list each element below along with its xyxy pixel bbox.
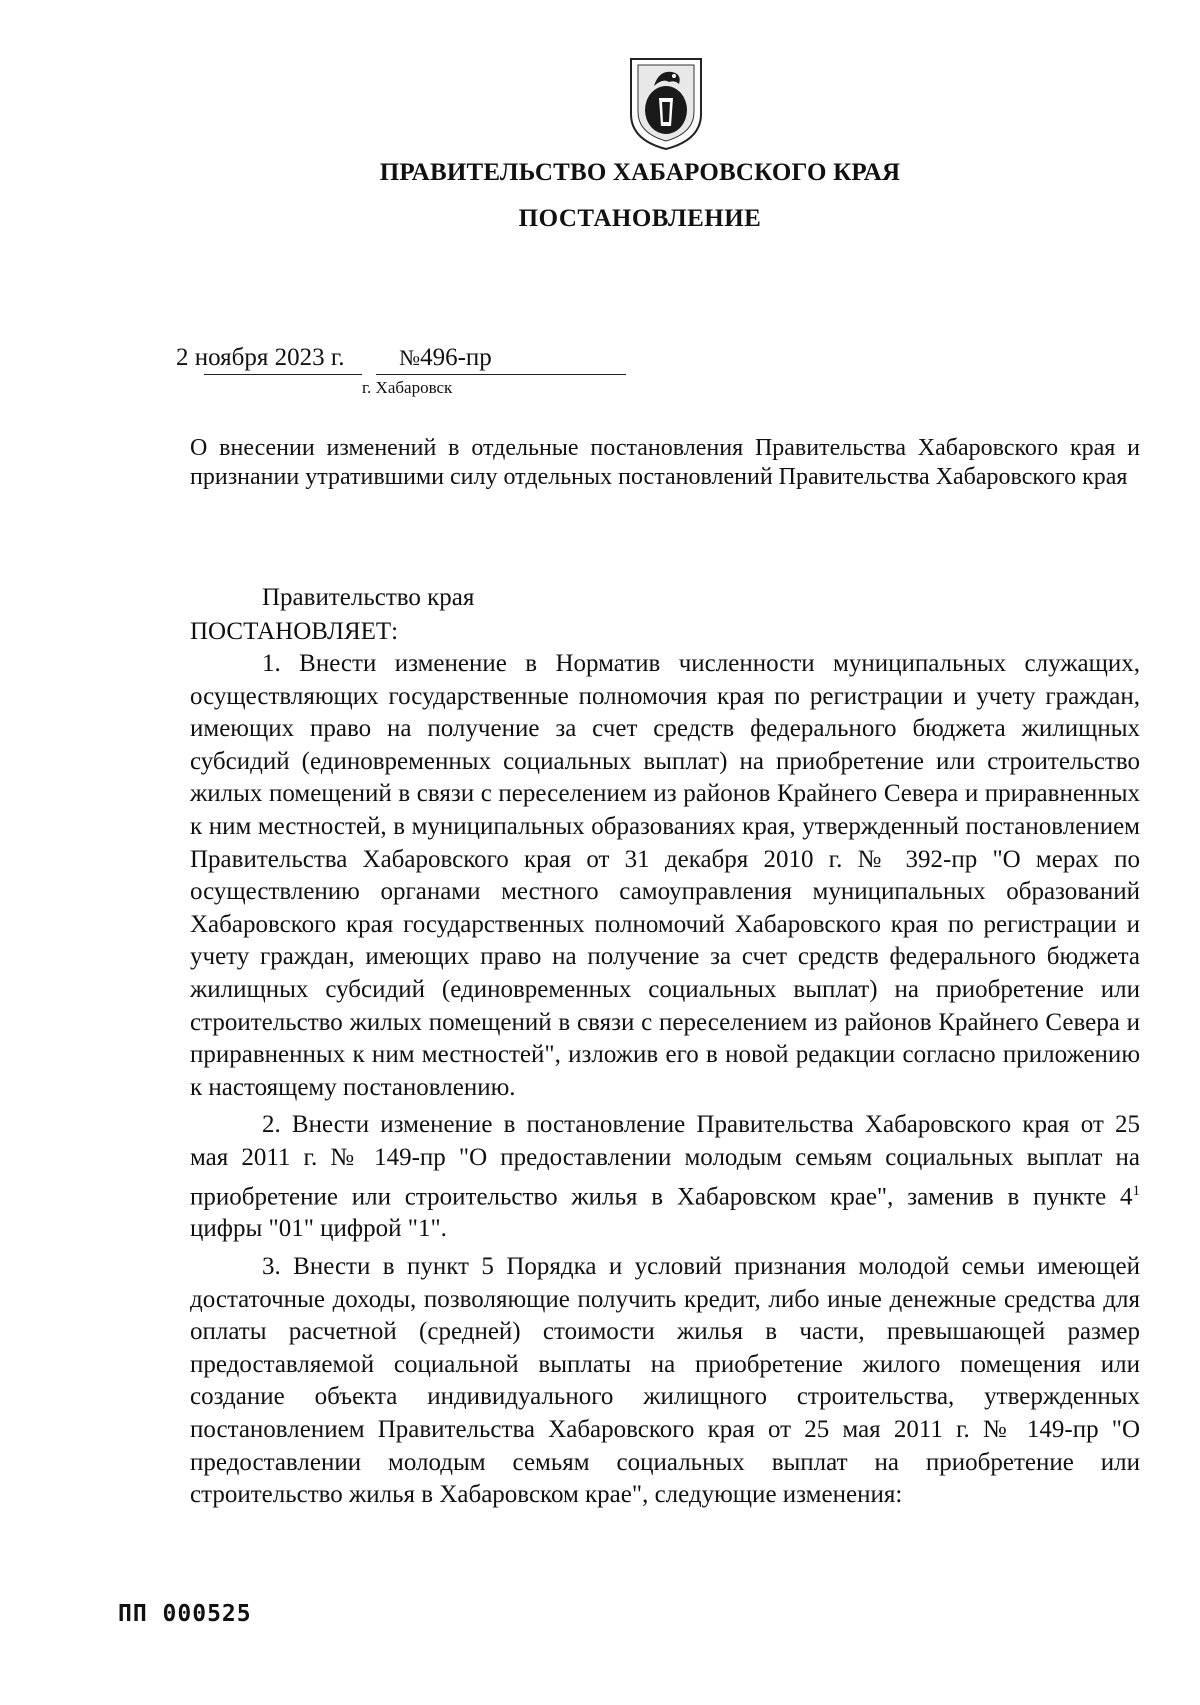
document-number: 496-пр [420,344,492,371]
document-body [190,648,1140,1517]
preamble: Правительство края [262,584,475,611]
organization-title: ПРАВИТЕЛЬСТВО ХАБАРОВСКОГО КРАЯ [379,159,901,186]
paragraph-2-text: 2. Внести изменение в постановление Правительства Хабаровского края от 25 мая 2011 г. № 149-пр "О предоставлении молодым семьям социальных выплат на приобретение или строительство жилья в Хабаровском крае", заменив в пункте 4 [190,1111,1140,1210]
decree-word: ПОСТАНОВЛЯЕТ: [190,618,399,645]
paragraph-2 [190,1109,1140,1246]
document-subject: О внесении изменений в отдельные постановления Правительства Хабаровского края и признании утратившими силу отдельных постановлений Правительства Хабаровского края [190,435,1140,490]
document-date: 2 ноября 2023 г. [176,344,345,371]
document-city: г. Хабаровск [362,378,453,397]
coat-of-arms-icon [627,56,705,151]
paragraph-2-text-end: цифры "01" цифрой "1". [190,1215,447,1243]
date-number-line [176,344,492,372]
form-code: ПП 000525 [118,1601,252,1627]
paragraph-2-superscript: 1 [1132,1182,1140,1199]
document-type: ПОСТАНОВЛЕНИЕ [518,205,762,232]
paragraph-1: 1. Внести изменение в Норматив численности муниципальных служащих, осуществляющих государственные полномочия края по регистрации и учету граждан, имеющих право на получение за счет средств федерального бюджета жилищных субсидий (единовременных социальных выплат) на приобретение или строительство жилых помещений в связи с переселением из районов Крайнего Севера и приравненных к ним местностей, в муниципальных образованиях края, утвержденный постановлением Правительства Хабаровского края от 31 декабря 2010 г. № 392-пр "О мерах по осуществлению органами местного самоуправления муниципальных образований Хабаровского края государственных полномочий Хабаровского края по регистрации и учету граждан, имеющих право на получение за счет средств федерального бюджета жилищных субсидий (единовременных социальных выплат) на приобретение или строительство жилых помещений в связи с переселением из районов Крайнего Севера и приравненных к ним местностей", изложив его в новой редакции согласно приложению к настоящему постановлению. [190,650,1140,1101]
number-sign: № [399,345,421,370]
paragraph-3: 3. Внести в пункт 5 Порядка и условий признания молодой семьи имеющей достаточные доходы, позволяющие получить кредит, либо иные денежные средства для оплаты расчетной (средней) стоимости жилья в части, превышающей размер предоставляемой социальной выплаты на приобретение жилого помещения или создание объекта индивидуального жилищного строительства, утвержденных постановлением Правительства Хабаровского края от 25 мая 2011 г. № 149-пр "О предоставлении молодым семьям социальных выплат на приобретение или строительство жилья в Хабаровском крае", следующие изменения: [190,1253,1140,1509]
